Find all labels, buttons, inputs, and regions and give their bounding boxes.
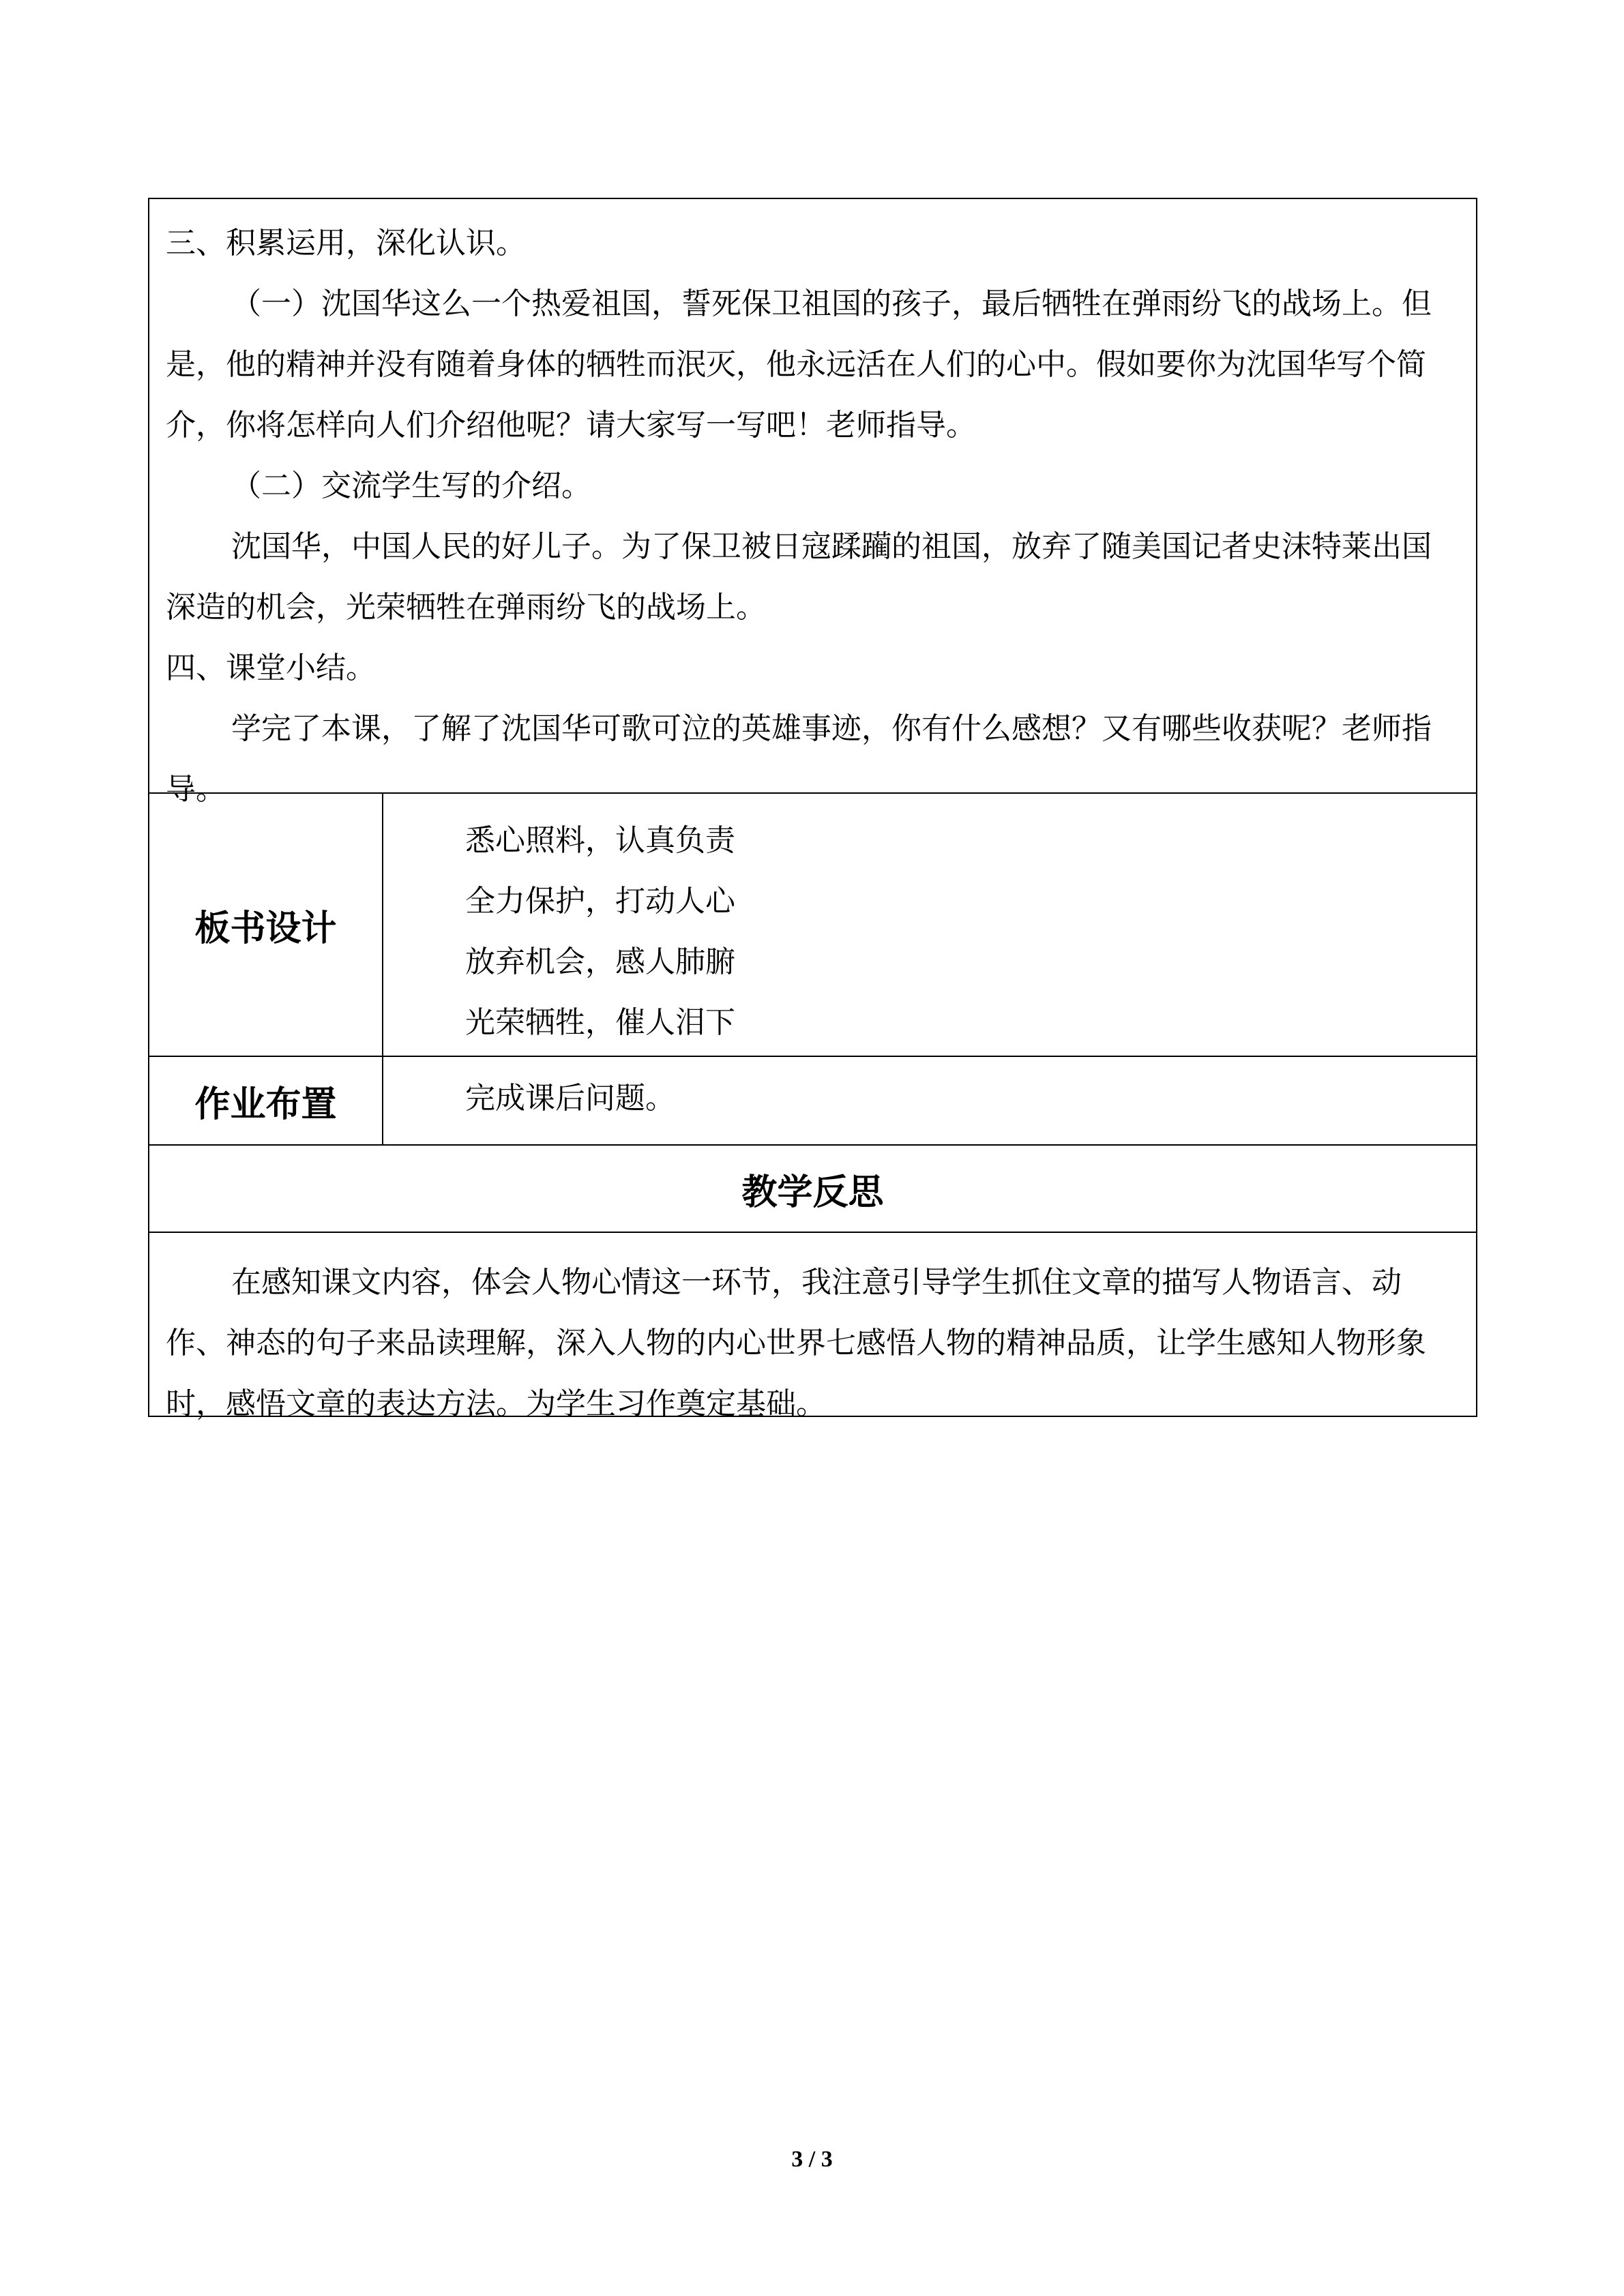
- board-line-4: 光荣牺牲，催人泪下: [465, 1005, 735, 1040]
- board-line-3: 放弃机会，感人肺腑: [465, 944, 735, 979]
- section4-paragraph-1: 学完了本课，了解了沈国华可歌可泣的英雄事迹，你有什么感想？又有哪些收获呢？老师指导。: [166, 711, 1432, 807]
- section3-heading: 三、积累运用，深化认识。: [166, 226, 526, 260]
- board-design-row: [149, 793, 1477, 1056]
- board-line-1: 悉心照料，认真负责: [465, 823, 735, 858]
- section3-paragraph-3: 沈国华，中国人民的好儿子。为了保卫被日寇蹂躏的祖国，放弃了随美国记者史沫特莱出国深造的机会，光荣牺牲在弹雨纷飞的战场上。: [166, 529, 1432, 625]
- board-design-list: [383, 807, 1476, 1056]
- lesson-steps-row: [149, 198, 1477, 793]
- section3-paragraph-2: （二）交流学生写的介绍。: [231, 468, 591, 503]
- section3-paragraph-1: （一）沈国华这么一个热爱祖国，誓死保卫祖国的孩子，最后牺牲在弹雨纷飞的战场上。但是，他的精神并没有随着身体的牺牲而泯灭，他永远活在人们的心中。假如要你为沈国华写个简介，你将怎样向人们介绍他呢？请大家写一写吧！老师指导。: [166, 286, 1432, 443]
- reflection-content-row: [149, 1232, 1477, 1416]
- page-number: 3 / 3: [791, 2147, 833, 2172]
- reflection-title-row: [149, 1145, 1477, 1232]
- reflection-title: 教学反思: [149, 1145, 1477, 1232]
- board-design-label: 板书设计: [149, 793, 383, 1056]
- lesson-steps-content: [149, 199, 1476, 807]
- homework-label: 作业布置: [149, 1056, 383, 1145]
- reflection-content-cell: [149, 1232, 1477, 1421]
- board-design-cell: [383, 793, 1477, 1056]
- lesson-plan-table: [148, 198, 1477, 1421]
- lesson-steps-cell: [149, 198, 1477, 807]
- homework-text: 完成课后问题。: [465, 1081, 675, 1116]
- homework-row: [149, 1056, 1477, 1145]
- section4-heading: 四、课堂小结。: [166, 651, 376, 685]
- homework-cell: [383, 1056, 1477, 1145]
- reflection-text: 在感知课文内容，体会人物心情这一环节，我注意引导学生抓住文章的描写人物语言、动作、神态的句子来品读理解，深入人物的内心世界七感悟人物的精神品质，让学生感知人物形象时，感悟文章的表达方法。为学生习作奠定基础。: [166, 1265, 1426, 1421]
- board-line-2: 全力保护，打动人心: [465, 884, 735, 919]
